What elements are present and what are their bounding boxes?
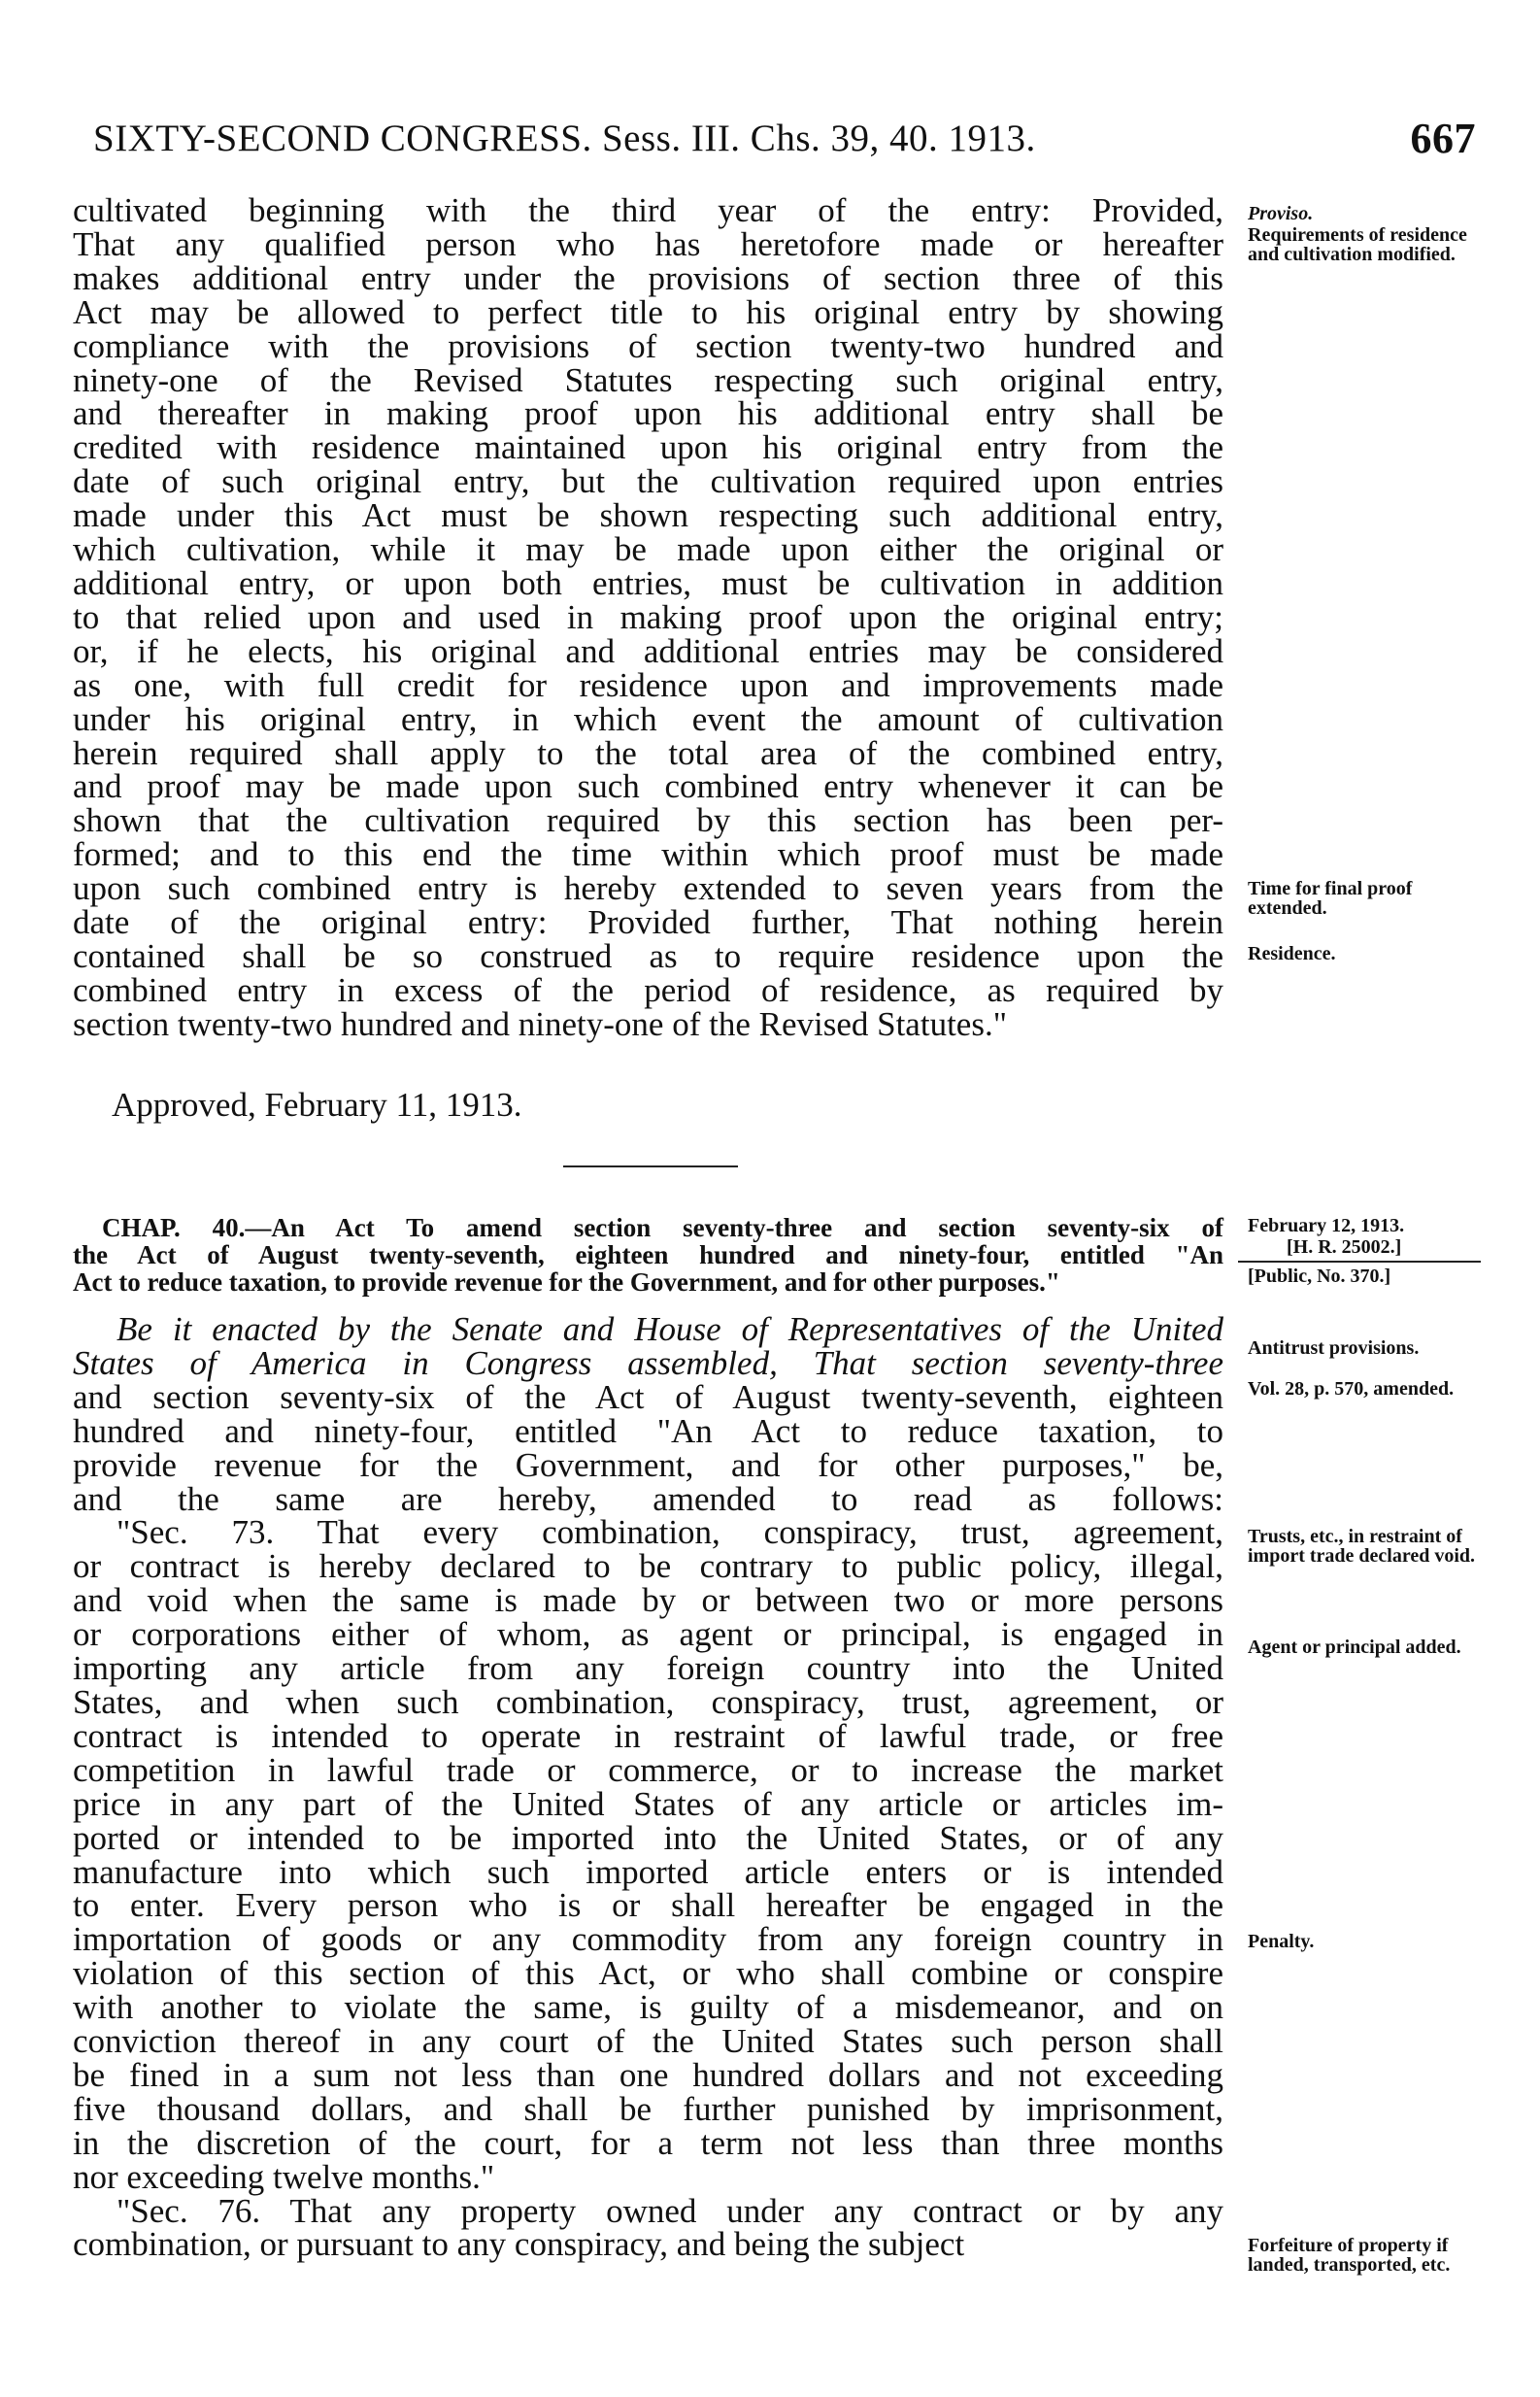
text-line: contained shall be so construed as to require residence upon the [73, 936, 1223, 975]
text-line: under his original entry, in which event the amount of cultivation [73, 699, 1223, 738]
text-line: be fined in a sum not less than one hundred dollars and not exceeding [73, 2055, 1223, 2094]
running-head: SIXTY-SECOND CONGRESS. Sess. III. Chs. 39, 40. 1913. [93, 118, 1036, 159]
margin-bill-number: [H. R. 25002.] [1287, 1236, 1402, 1258]
text-line: section twenty-two hundred and ninety-one of the Revised Statutes." [73, 1004, 1007, 1043]
text-line: States, and when such combination, conspiracy, trust, agreement, or [73, 1682, 1223, 1721]
text-line: compliance with the provisions of section twenty-two hundred and [73, 326, 1223, 365]
text-line: herein required shall apply to the total area of the combined entry, [73, 733, 1223, 772]
text-line: manufacture into which such imported article enters or is intended [73, 1852, 1223, 1891]
section-divider [563, 1165, 738, 1167]
text-line: "Sec. 73. That every combination, conspiracy, trust, agreement, [117, 1513, 1223, 1552]
text-line: ninety-one of the Revised Statutes respecting such original entry, [73, 360, 1223, 399]
text-line: That any qualified person who has heretofore made or hereafter [73, 224, 1223, 263]
text-line: made under this Act must be shown respecting such additional entry, [73, 496, 1223, 535]
text-line: conviction thereof in any court of the United States such person shall [73, 2022, 1223, 2061]
text-line: hundred and ninety-four, entitled "An Act to reduce taxation, to [73, 1411, 1223, 1450]
chapter-title-line: Act to reduce taxation, to provide revenue for the Government, and for other purposes." [73, 1267, 1060, 1297]
text-line: Be it enacted by the Senate and House of Representatives of the United [117, 1310, 1223, 1348]
margin-penalty: Penalty. [1248, 1931, 1315, 1952]
page-header [93, 115, 1476, 163]
margin-date: February 12, 1913. [1248, 1215, 1405, 1236]
text-line: combination, or pursuant to any conspiracy, and being the subject [73, 2225, 965, 2264]
text-line: date of such original entry, but the cultivation required upon entries [73, 462, 1223, 501]
text-line: additional entry, or upon both entries, must be cultivation in addition [73, 563, 1223, 602]
text-line: shown that the cultivation required by this section has been per- [73, 801, 1223, 840]
text-line: States of America in Congress assembled, That section seventy-three [73, 1343, 1223, 1382]
text-line: to enter. Every person who is or shall hereafter be engaged in the [73, 1886, 1223, 1925]
enacting-text [73, 1310, 1223, 2264]
text-line: or corporations either of whom, as agent or principal, is engaged in [73, 1615, 1223, 1654]
text-line: price in any part of the United States of any article or articles im- [73, 1784, 1223, 1823]
text-line: and proof may be made upon such combined entry whenever it can be [73, 767, 1223, 806]
text-line: combined entry in excess of the period of residence, as required by [73, 970, 1223, 1009]
text-line: five thousand dollars, and shall be further punished by imprisonment, [73, 2089, 1223, 2128]
margin-time-final-proof: Time for final proof extended. [1248, 878, 1413, 919]
chapter-title-line: CHAP. 40.—An Act To amend section seventy-three and section seventy-six of [102, 1213, 1223, 1242]
text-line: "Sec. 76. That any property owned under any contract or by any [117, 2191, 1223, 2230]
statute-text-continued [73, 191, 1223, 1043]
text-line: importing any article from any foreign country into the United [73, 1649, 1223, 1688]
text-line: ported or intended to be imported into the United States, or of any [73, 1818, 1223, 1857]
margin-requirements: Requirements of residence and cultivation modified. [1248, 224, 1467, 265]
text-line: competition in lawful trade or commerce, or to increase the market [73, 1750, 1223, 1789]
text-line: and section seventy-six of the Act of August twenty-seventh, eighteen [73, 1377, 1223, 1416]
margin-proviso: Proviso. [1248, 203, 1314, 224]
text-line: as one, with full credit for residence upon and improvements made [73, 665, 1223, 704]
text-line: and void when the same is made by or between two or more persons [73, 1581, 1223, 1620]
text-line: or, if he elects, his original and additional entries may be considered [73, 631, 1223, 670]
page-number: 667 [1410, 115, 1476, 162]
text-line: and the same are hereby, amended to read as follows: [73, 1479, 1223, 1518]
approval-line: Approved, February 11, 1913. [112, 1086, 522, 1124]
margin-antitrust: Antitrust provisions. [1248, 1337, 1420, 1359]
margin-trusts: Trusts, etc., in restraint of import trade declared void. [1248, 1526, 1476, 1567]
text-line: and thereafter in making proof upon his additional entry shall be [73, 394, 1223, 433]
margin-divider [1238, 1261, 1481, 1263]
chapter-title-line: the Act of August twenty-seventh, eighteen hundred and ninety-four, entitled "An [73, 1240, 1223, 1269]
margin-residence: Residence. [1248, 943, 1336, 964]
margin-forfeiture: Forfeiture of property if landed, transported, etc. [1248, 2235, 1451, 2276]
margin-vol-ref: Vol. 28, p. 570, amended. [1248, 1378, 1455, 1400]
text-line: contract is intended to operate in restraint of lawful trade, or free [73, 1716, 1223, 1755]
text-line: makes additional entry under the provisions of section three of this [73, 258, 1223, 297]
text-line: to that relied upon and used in making proof upon the original entry; [73, 597, 1223, 636]
text-line: which cultivation, while it may be made upon either the original or [73, 530, 1223, 569]
chapter-title [73, 1214, 1223, 1296]
text-line: date of the original entry: Provided further, That nothing herein [73, 903, 1223, 942]
text-line: with another to violate the same, is guilty of a misdemeanor, and on [73, 1988, 1223, 2027]
text-line: formed; and to this end the time within which proof must be made [73, 835, 1223, 874]
text-line: Act may be allowed to perfect title to his original entry by showing [73, 292, 1223, 331]
text-line: credited with residence maintained upon his original entry from the [73, 428, 1223, 467]
text-line: violation of this section of this Act, or who shall combine or conspire [73, 1954, 1223, 1993]
text-line: or contract is hereby declared to be contrary to public policy, illegal, [73, 1547, 1223, 1586]
text-line: in the discretion of the court, for a term not less than three months [73, 2123, 1223, 2162]
text-line: upon such combined entry is hereby extended to seven years from the [73, 869, 1223, 908]
text-line: provide revenue for the Government, and for other purposes," be, [73, 1445, 1223, 1484]
margin-public-law: [Public, No. 370.] [1248, 1266, 1391, 1287]
text-line: nor exceeding twelve months." [73, 2157, 495, 2196]
text-line: cultivated beginning with the third year of the entry: Provided, [73, 191, 1223, 229]
margin-agent: Agent or principal added. [1248, 1637, 1461, 1658]
text-line: importation of goods or any commodity from any foreign country in [73, 1920, 1223, 1959]
